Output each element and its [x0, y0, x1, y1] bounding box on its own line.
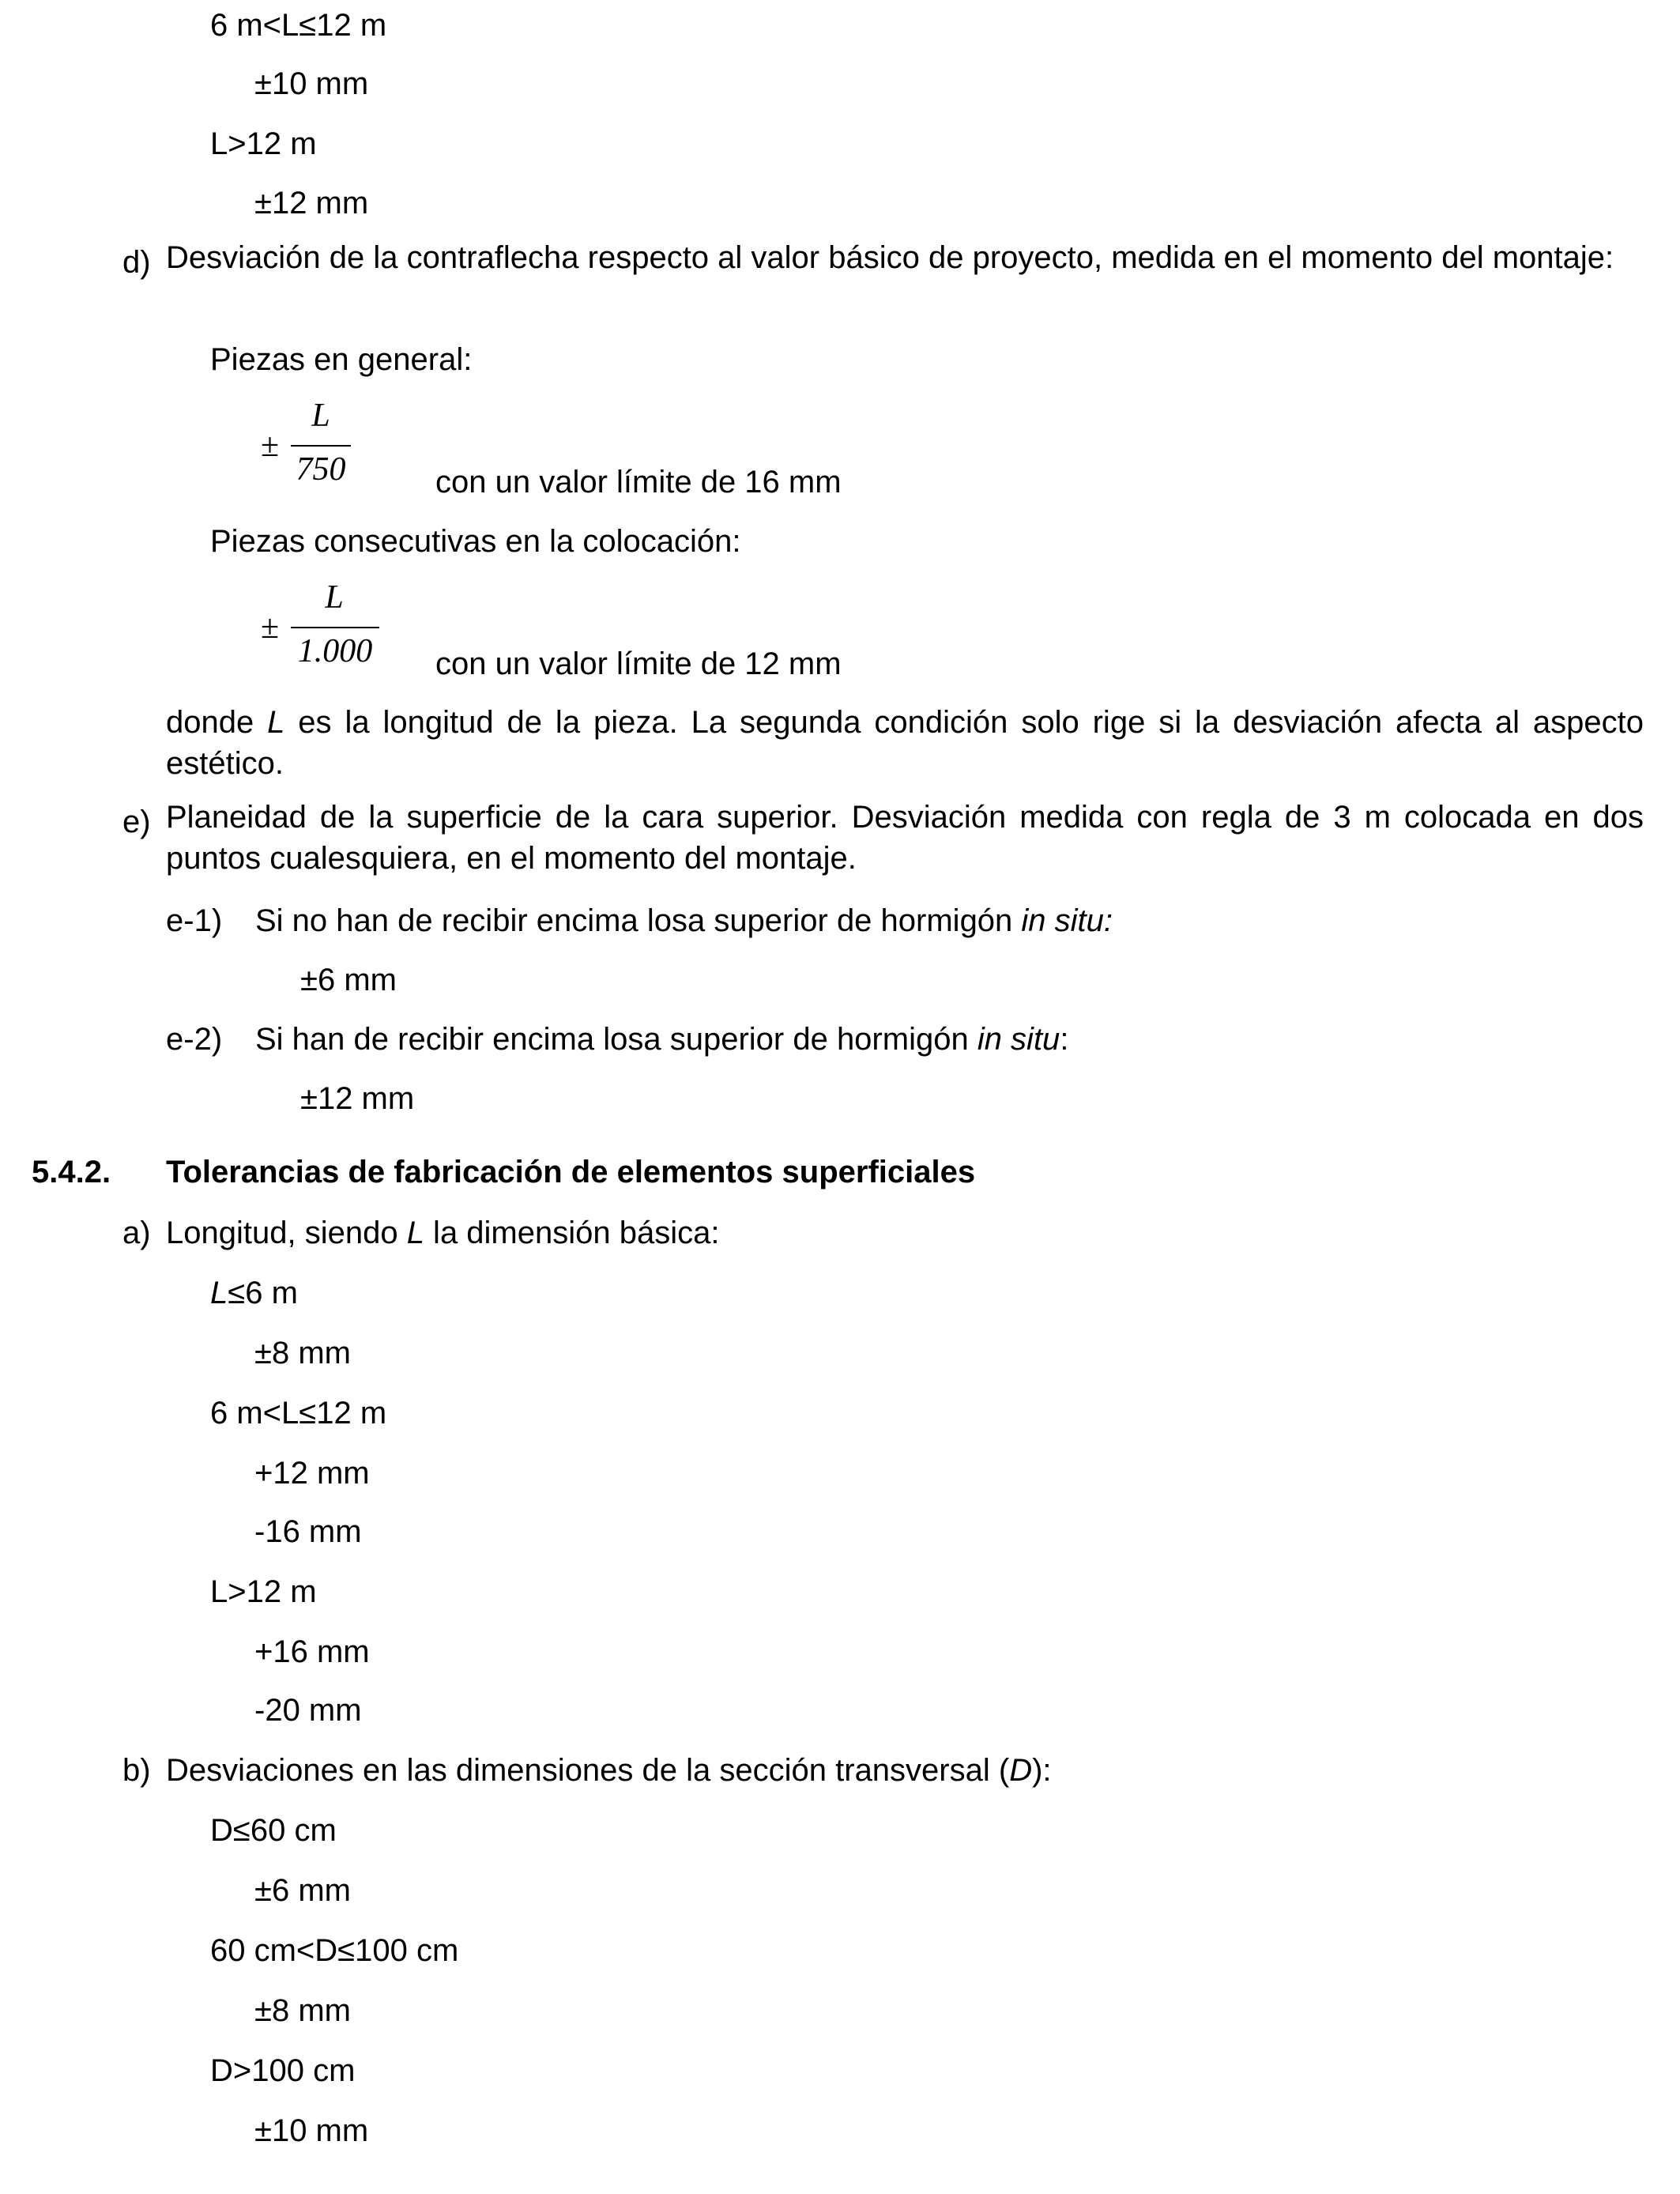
e2-tail: :	[1060, 1022, 1069, 1057]
in-situ-italic: in situ	[977, 1022, 1060, 1057]
tolerance-value: ±12 mm	[254, 186, 369, 221]
e2-text: Si han de recibir encima losa superior de hormigón	[255, 1022, 977, 1057]
range-d-over-100: D>100 cm	[210, 2053, 356, 2088]
general-pieces-label: Piezas en general:	[210, 342, 473, 377]
item-d-note	[166, 702, 1644, 784]
variable-l: L	[267, 705, 285, 740]
range-6-12m: 6 m<L≤12 m	[210, 1396, 387, 1431]
fraction-l-1000	[261, 581, 387, 676]
tolerance-minus: -16 mm	[254, 1514, 362, 1549]
fraction-bar	[291, 445, 351, 447]
item-e1-marker: e-1)	[166, 903, 223, 938]
note-text: es la longitud de la pieza. La segunda condición solo rige si la desviación afecta al aspecto estético.	[166, 705, 1644, 781]
tolerance-value: ±8 mm	[254, 1336, 351, 1370]
item-b-marker: b)	[122, 1753, 151, 1788]
tolerance-value: ±10 mm	[254, 66, 369, 101]
plus-minus-sign: ±	[261, 428, 280, 464]
item-d-marker: d)	[122, 245, 151, 280]
fraction-denominator: 750	[296, 451, 346, 488]
item-b-text	[166, 1755, 1052, 1786]
b-text: Desviaciones en las dimensiones de la sección transversal (	[166, 1753, 1010, 1788]
range-under-6m	[210, 1277, 298, 1309]
tolerance-plus: +16 mm	[254, 1634, 370, 1669]
tolerance-value: ±6 mm	[254, 1873, 351, 1908]
general-limit: con un valor límite de 16 mm	[435, 465, 842, 499]
fraction-bar	[291, 627, 379, 628]
range-6-12m: 6 m<L≤12 m	[210, 8, 387, 43]
range-over-12m: L>12 m	[210, 1574, 317, 1609]
note-text: donde	[166, 705, 268, 740]
item-e-marker: e)	[122, 805, 151, 839]
range-text: ≤6 m	[228, 1276, 298, 1310]
item-d-text: Desviación de la contraflecha respecto al valor básico de proyecto, medida en el momento del montaje:	[166, 240, 1614, 275]
in-situ-italic: in situ:	[1021, 903, 1113, 938]
item-e-text: Planeidad de la superficie de la cara superior. Desviación medida con regla de 3 m colocada en dos puntos cualesquiera, en el momento del montaje.	[166, 800, 1644, 876]
fraction-numerator: L	[311, 398, 330, 434]
item-e1-text	[255, 905, 1113, 937]
fraction-denominator: 1.000	[297, 633, 373, 669]
variable-l: L	[406, 1216, 424, 1250]
tolerance-value: ±10 mm	[254, 2113, 369, 2148]
e1-text: Si no han de recibir encima losa superior de hormigón	[255, 903, 1022, 938]
tolerance-value: ±8 mm	[254, 1993, 351, 2028]
a-text: la dimensión básica:	[424, 1216, 720, 1250]
range-d-60-100: 60 cm<D≤100 cm	[210, 1933, 459, 1968]
range-d-under-60: D≤60 cm	[210, 1813, 337, 1848]
tolerance-minus: -20 mm	[254, 1693, 362, 1728]
section-title: Tolerancias de fabricación de elementos superficiales	[166, 1155, 976, 1189]
section-number: 5.4.2.	[32, 1155, 111, 1189]
item-e2-marker: e-2)	[166, 1022, 223, 1057]
item-a-text	[166, 1217, 719, 1249]
variable-d: D	[1009, 1753, 1033, 1788]
consecutive-limit: con un valor límite de 12 mm	[435, 647, 842, 681]
tolerance-value: ±6 mm	[300, 963, 397, 997]
consecutive-pieces-label: Piezas consecutivas en la colocación:	[210, 524, 741, 559]
fraction-numerator: L	[325, 579, 344, 616]
tolerance-plus: +12 mm	[254, 1456, 370, 1491]
item-e2-text	[255, 1023, 1068, 1055]
tolerance-value: ±12 mm	[300, 1081, 415, 1116]
item-a-marker: a)	[122, 1216, 151, 1250]
plus-minus-sign: ±	[261, 609, 280, 646]
range-over-12m: L>12 m	[210, 126, 317, 161]
b-text: ):	[1032, 1753, 1052, 1788]
variable-l: L	[210, 1276, 228, 1310]
a-text: Longitud, siendo	[166, 1216, 407, 1250]
fraction-l-750	[261, 399, 356, 494]
